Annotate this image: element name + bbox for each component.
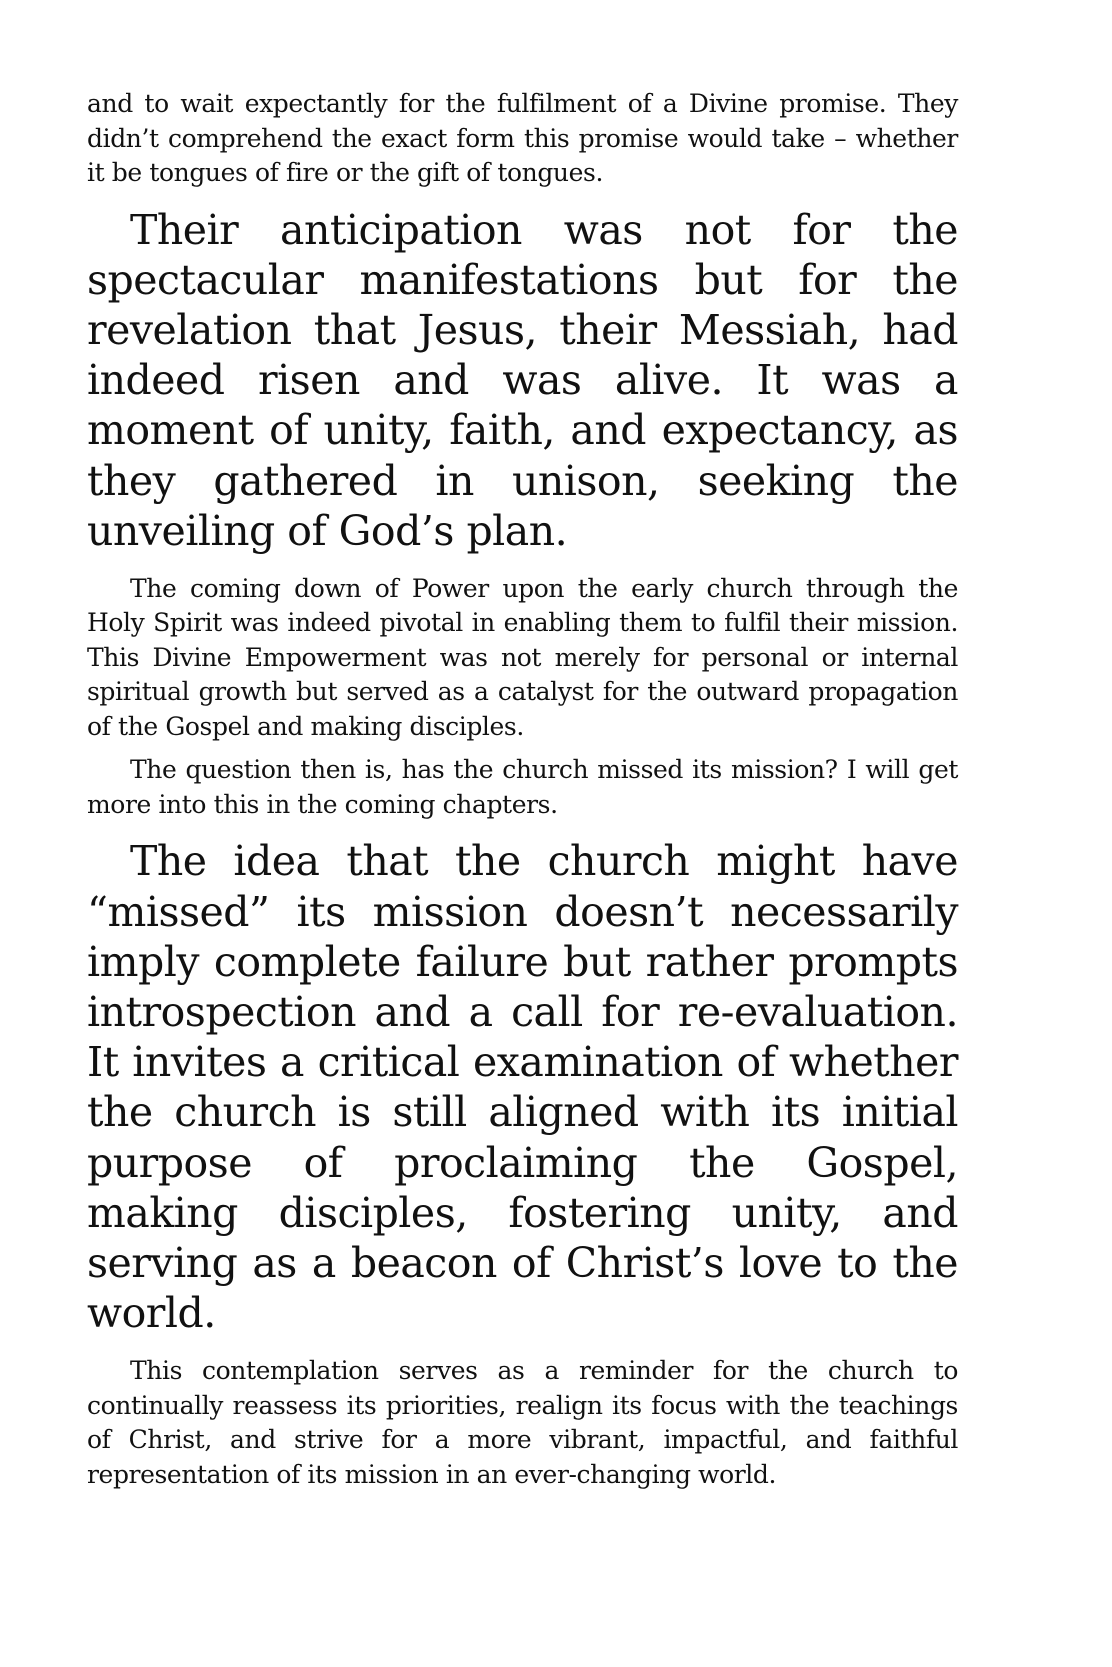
paragraph-missed-mission-large: The idea that the church might have “missed” its mission doesn’t necessarily imply complete failure but rather prompts introspection and a call for re-evaluation. It invites a critical examination of whether the church is still aligned with its initial purpose of proclaiming the Gospel, making disciples, fostering unity, and serving as a beacon of Christ’s love to the world.	[87, 837, 958, 1338]
paragraph-contemplation: This contemplation serves as a reminder for the church to continually reassess its priorities, realign its focus with the teachings of Christ, and strive for a more vibrant, impactful, and faithful representation of its mission in an ever-changing world.	[87, 1356, 958, 1489]
book-page	[87, 87, 958, 1492]
paragraph-power-holy-spirit: The coming down of Power upon the early church through the Holy Spirit was indeed pivotal in enabling them to fulfil their mission. This Divine Empowerment was not merely for personal or internal spiritual growth but served as a catalyst for the outward propagation of the Gospel and making disciples.	[87, 573, 958, 741]
paragraph-anticipation-large: Their anticipation was not for the spectacular manifestations but for the revelation that Jesus, their Messiah, had indeed risen and was alive. It was a moment of unity, faith, and expectancy, as they gathered in unison, seeking the unveiling of God’s plan.	[87, 205, 958, 555]
paragraph-promise-continuation: and to wait expectantly for the fulfilment of a Divine promise. They didn’t comprehend the exact form this promise would take – whether it be tongues of fire or the gift of tongues.	[87, 89, 958, 187]
paragraph-question-mission: The question then is, has the church missed its mission? I will get more into this in the coming chapters.	[87, 755, 958, 819]
